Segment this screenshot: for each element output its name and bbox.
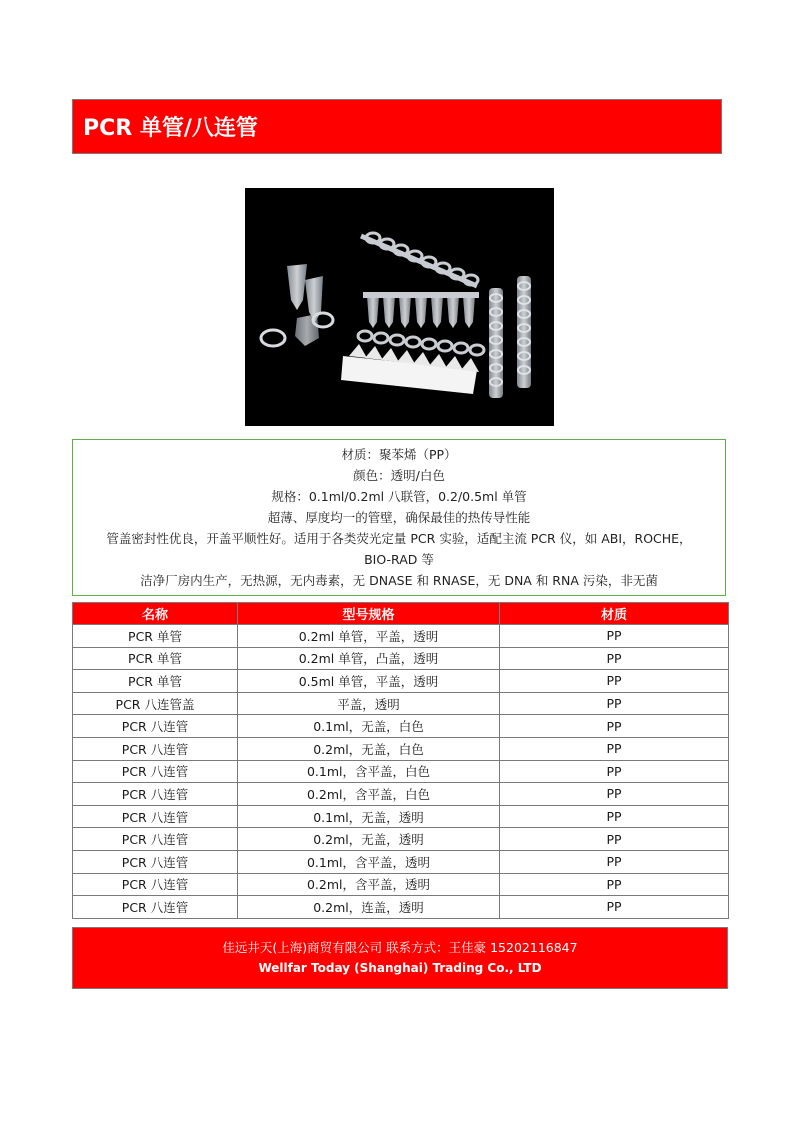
- product-photo: [245, 188, 554, 426]
- cell-name: PCR 八连管盖: [73, 692, 238, 715]
- cell-model: 0.2ml 单管，平盖，透明: [238, 625, 500, 648]
- cell-name: PCR 单管: [73, 670, 238, 693]
- cell-material: PP: [500, 828, 729, 851]
- header-model: 型号规格: [238, 603, 500, 625]
- table-row: [73, 850, 729, 873]
- header-material: 材质: [500, 603, 729, 625]
- footer-banner: [72, 927, 728, 989]
- cell-name: PCR 八连管: [73, 805, 238, 828]
- cell-name: PCR 八连管: [73, 783, 238, 806]
- cell-name: PCR 八连管: [73, 760, 238, 783]
- table-row: [73, 873, 729, 896]
- cell-model: 平盖，透明: [238, 692, 500, 715]
- cell-material: PP: [500, 670, 729, 693]
- pcr-tubes-icon: [245, 188, 554, 426]
- cell-name: PCR 八连管: [73, 873, 238, 896]
- desc-material: 材质：聚苯烯（PP）: [341, 447, 457, 462]
- desc-color: 颜色：透明/白色: [353, 468, 445, 483]
- cell-name: PCR 单管: [73, 625, 238, 648]
- desc-spec: 规格：0.1ml/0.2ml 八联管，0.2/0.5ml 单管: [271, 489, 527, 504]
- cell-material: PP: [500, 850, 729, 873]
- cell-model: 0.1ml，含平盖，透明: [238, 850, 500, 873]
- footer-company-en: Wellfar Today (Shanghai) Trading Co., LTD: [258, 961, 542, 975]
- table-row: [73, 692, 729, 715]
- cell-name: PCR 八连管: [73, 715, 238, 738]
- table-row: [73, 828, 729, 851]
- cell-name: PCR 八连管: [73, 850, 238, 873]
- cell-material: PP: [500, 760, 729, 783]
- cell-material: PP: [500, 896, 729, 919]
- cell-model: 0.2ml 单管，凸盖，透明: [238, 647, 500, 670]
- table-row: [73, 896, 729, 919]
- cell-model: 0.1ml，无盖，透明: [238, 805, 500, 828]
- cell-model: 0.2ml，无盖，白色: [238, 737, 500, 760]
- cell-model: 0.2ml，含平盖，白色: [238, 783, 500, 806]
- description-box: [72, 439, 726, 596]
- table-row: [73, 783, 729, 806]
- cell-name: PCR 八连管: [73, 896, 238, 919]
- cell-model: 0.2ml，含平盖，透明: [238, 873, 500, 896]
- spec-table: [72, 602, 729, 919]
- cell-name: PCR 单管: [73, 647, 238, 670]
- cell-material: PP: [500, 873, 729, 896]
- cell-name: PCR 八连管: [73, 737, 238, 760]
- cell-material: PP: [500, 805, 729, 828]
- cell-material: PP: [500, 715, 729, 738]
- cell-model: 0.2ml，无盖，透明: [238, 828, 500, 851]
- table-row: [73, 625, 729, 648]
- footer-company-cn: 佳远井天(上海)商贸有限公司 联系方式：王佳豪 15202116847: [222, 940, 578, 955]
- desc-seal: 管盖密封性优良，开盖平顺性好。适用于各类荧光定量 PCR 实验，适配主流 PCR 仪，如 ABI，ROCHE，: [106, 531, 692, 546]
- cell-material: PP: [500, 737, 729, 760]
- desc-clean: 洁净厂房内生产，无热源，无内毒素，无 DNASE 和 RNASE，无 DNA 和 RNA 污染，非无菌: [140, 573, 658, 588]
- cell-model: 0.1ml，含平盖，白色: [238, 760, 500, 783]
- cell-material: PP: [500, 692, 729, 715]
- cell-material: PP: [500, 647, 729, 670]
- table-row: [73, 670, 729, 693]
- table-header-row: [73, 603, 729, 625]
- table-row: [73, 647, 729, 670]
- title-banner: [72, 99, 722, 154]
- cell-model: 0.2ml，连盖，透明: [238, 896, 500, 919]
- cell-material: PP: [500, 783, 729, 806]
- cell-model: 0.5ml 单管，平盖，透明: [238, 670, 500, 693]
- page-title: PCR 单管/八连管: [83, 116, 258, 141]
- cell-material: PP: [500, 625, 729, 648]
- cell-model: 0.1ml，无盖，白色: [238, 715, 500, 738]
- cell-name: PCR 八连管: [73, 828, 238, 851]
- header-name: 名称: [73, 603, 238, 625]
- table-row: [73, 760, 729, 783]
- table-row: [73, 805, 729, 828]
- table-row: [73, 715, 729, 738]
- desc-seal-cont: BIO-RAD 等: [364, 552, 434, 567]
- table-row: [73, 737, 729, 760]
- desc-wall: 超薄、厚度均一的管壁，确保最佳的热传导性能: [267, 510, 531, 525]
